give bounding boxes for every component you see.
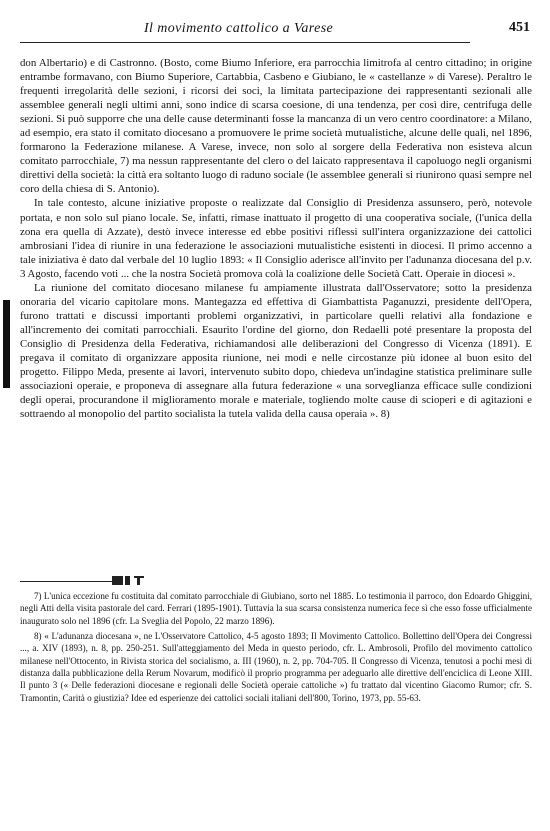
page-number: 451 <box>509 20 530 35</box>
running-title: Il movimento cattolico a Varese <box>144 21 334 36</box>
footnote: 7) L'unica eccezione fu costituita dal comitato parrocchiale di Giubiano, sorto nel 1885. Lo testimonia il parroco, don Edoardo Ghiggini, negli Atti della visita pastorale del card. Ferrari (1895-1901). Tuttavia la sua scarsa consistenza numerica fece sì che esso fosse ufficialmente inaugurato solo nel 1896 (cfr. La Sveglia del Popolo, 22 marzo 1896). <box>20 591 532 626</box>
paragraph: don Albertario) e di Castronno. (Bosto, come Biumo Inferiore, era parrocchia limitrofa al centro cittadino; in origine entrambe formavano, con Biumo Superiore, Cartabbia, Casbeno e Giubiano, le « castellanze » di Varese). Peraltro le frequenti irregolarità delle sezioni, i ricorsi dei soci, la limitata partecipazione dei rappresentanti sezionali alle assemblee generali negli ultimi anni, sono indice di scarsa coesione, di una tendenza, per così dire, centrifuga delle sezioni. Si può supporre che una delle cause determinanti fosse la mancanza di un vero centro coordinatore: a Milano, ad esempio, era stato il comitato diocesano a promuovere le prime società mutualistiche, alcune delle quali, nel 1896, formarono la Federazione milanese. A Varese, invece, non solo al sorgere della Federativa non esisteva alcun comitato parrocchiale, 7) ma nessun rappresentante del clero o del laicato rappresentava il capoluogo negli organismi direttivi della società: la città era soltanto luogo di raduno sociale (le assemblee generali si riunirono quasi sempre nel coro della chiesa di S. Antonio). <box>20 57 532 196</box>
ink-marks <box>112 576 148 586</box>
paragraph: La riunione del comitato diocesano milanese fu ampiamente illustrata dall'Osservatore; sotto la presidenza onoraria del vicario capitolare mons. Mantegazza ed effettiva di Giambattista Paganuzzi, presidente dell'Opera, furono trattati e discussi importanti problemi organizzativi, in particolare quelli relativi alla fondazione e all'incremento dei comitati parrocchiali. Esaurito l'ordine del giorno, don Redaelli poté presentare la proposta del Consiglio di Presidenza della Federativa, richiamandosi alle deliberazioni del Congresso di Vicenza (1891). E pregava il comitato di organizzare apposita riunione, nei modi e nelle circostanze più idonee al buon esito del progetto. Filippo Meda, presente ai lavori, intervenuto subito dopo, chiedeva un'indagine statistica preliminare sulle associazioni operaie, e proponeva di assegnare alla futura federazione « una sorveglianza efficace sulle condizioni degli operai, procurandone il miglioramento morale e materiale, togliendo molte cause di scioperi e di agitazioni e sottraendo al monopolio del partito socialista la tutela valida della causa operaia ». 8) <box>20 281 532 421</box>
paragraph: In tale contesto, alcune iniziative proposte o realizzate dal Consiglio di Presidenza assunsero, però, notevole portata, e non solo sul piano locale. Se, infatti, rimase inattuato il progetto di una cooperativa sociale, (l'unica della zona era quella di Azzate), destò invece interesse ed ebbe positivi riflessi sull'intera organizzazione dei cattolici ambrosiani l'idea di riunire in una federazione le associazioni mutualistiche esistenti in diocesi. Il primo accenno a tale iniziativa è dato dal verbale del 10 luglio 1893: « Il Consiglio aderisce all'invito per l'adunanza diocesana del p.v. 3 Agosto, facendo voti ... che la nostra Società promova colà la coalizione delle Società Catt. Operaie in diocesi ». <box>20 197 532 280</box>
margin-marker <box>3 300 10 388</box>
main-text <box>20 56 532 421</box>
header-rule <box>20 42 470 43</box>
running-header <box>20 21 530 43</box>
footnote-rule <box>20 581 112 582</box>
footnote: 8) « L'adunanza diocesana », ne L'Osservatore Cattolico, 4-5 agosto 1893; Il Movimento Cattolico. Bollettino dell'Opera dei Congressi ..., a. XIV (1893), n. 8, pp. 250-251. Sull'atteggiamento del Meda in questo periodo, cfr. L. Ambrosoli, Profilo del movimento cattolico milanese nell'Ottocento, in Rivista storica del socialismo, a. III (1960), n. 2, pp. 704-705. Il Congresso di Vicenza, tenutosi a pochi mesi di distanza dalla pubblicazione della Rerum Novarum, modificò il proprio programma per adeguarlo alle direttive dell'enciclica di Leone XIII. Il punto 3 (« Delle federazioni diocesane e regionali delle Società operaie cattoliche ») fu trattato dal vicentino Giacomo Rumor; cfr. S. Tramontin, Carità o giustizia? Idee ed esperienze dei cattolici sociali italiani dell'800, Torino, 1973, pp. 55-63. <box>20 631 532 703</box>
footnotes <box>20 590 532 704</box>
